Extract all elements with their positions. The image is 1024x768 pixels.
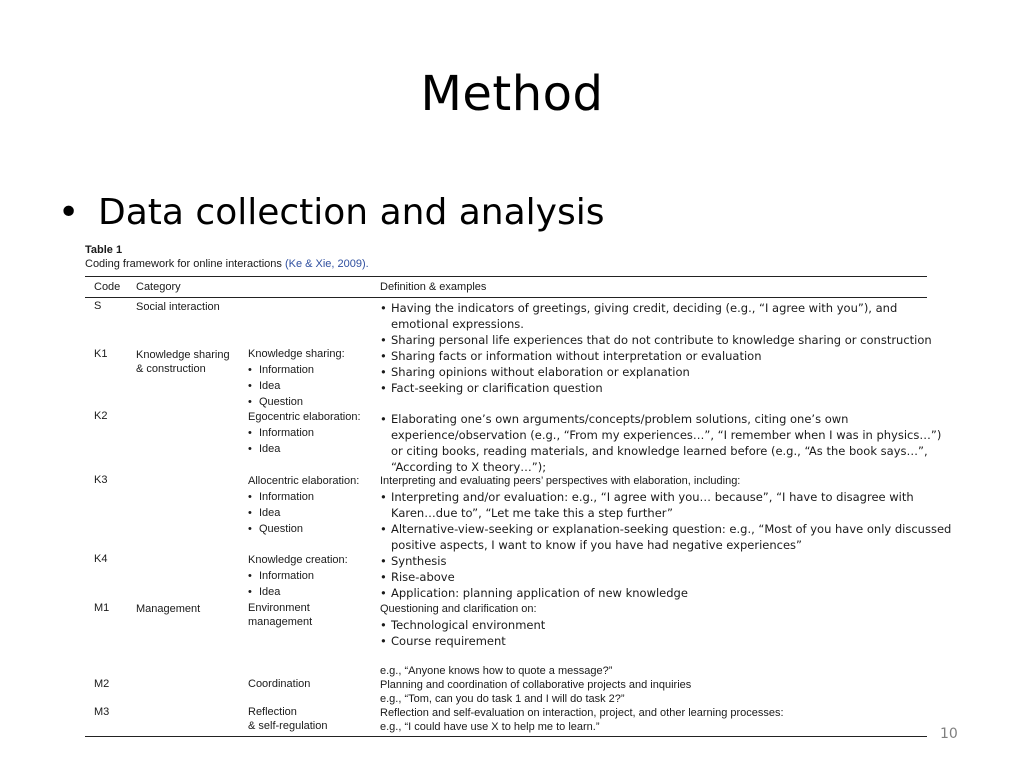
row-defs-m1: • Technological environment • Course requirement [380,618,546,648]
row-defs-s [380,300,932,348]
row-sub-m2: Coordination [248,678,311,690]
row-code-k3: K3 [94,474,108,486]
row-example-m2: e.g., “Tom, can you do task 1 and I will do task 2?” [380,693,625,705]
bullet-item [58,192,605,233]
def-line: • Having the indicators of greetings, giving credit, deciding (e.g., “I agree with you”), and [380,301,898,315]
row-defs-k4: • Synthesis • Rise-above • Application: planning application of new knowledge [380,554,688,600]
row-category-k1: Knowledge sharing & construction [136,349,230,375]
slide-title: Method [420,66,604,122]
row-code-k2: K2 [94,410,108,422]
row-code-m2: M2 [94,678,110,690]
row-code-s: S [94,300,102,312]
row-code-m3: M3 [94,706,110,718]
caption-text: Coding framework for online interactions [85,258,285,270]
row-sub-m1: Environment management [248,602,313,628]
row-defs-k2: • Elaborating one’s own arguments/concepts/problem solutions, citing one’s own experience/observation (e.g., “From my experiences…”, “I remember when I was in physics…”) or citing books, reading materials, and knowledge learned before (e.g., “As the book says…”, “According to X theory…”); [380,412,942,474]
bullet-text: Data collection and analysis [98,192,605,233]
header-code: Code [94,281,121,293]
table-rule-bottom [85,736,927,737]
row-example-m3: e.g., “I could have use X to help me to learn.” [380,721,600,733]
row-code-k4: K4 [94,553,108,565]
row-example-m1: e.g., “Anyone knows how to quote a message?” [380,665,613,677]
bullet-dot: • [58,192,80,233]
row-def-m3: Reflection and self-evaluation on interaction, project, and other learning processes: [380,707,784,719]
header-definition: Definition & examples [380,281,487,293]
row-intro-m1: Questioning and clarification on: [380,603,537,615]
row-sub-k3: Allocentric elaboration: • Information • Idea • Question [248,475,360,535]
row-category-s: Social interaction [136,301,220,313]
table-rule-top [85,276,927,277]
row-code-k1: K1 [94,348,108,360]
row-def-m2: Planning and coordination of collaborative projects and inquiries [380,679,692,691]
row-sub-m3: Reflection & self-regulation [248,706,328,732]
def-line: • Sharing personal life experiences that do not contribute to knowledge sharing or construction [380,333,932,347]
def-line: emotional expressions. [391,317,524,331]
coding-framework-table [85,243,952,733]
page-number: 10 [940,726,958,742]
caption-citation-link[interactable]: (Ke & Xie, 2009). [284,258,369,270]
row-intro-k3: Interpreting and evaluating peers’ perspectives with elaboration, including: [380,475,741,487]
row-sub-k2: Egocentric elaboration: • Information • Idea [248,411,361,455]
row-defs-k3: • Interpreting and/or evaluation: e.g., “I agree with you… because”, “I have to disagree with Karen…due to”, “Let me take this a step further” • Alternative-view-seeking or explanation-seeking question: e.g., “Most of you have only discussed positive aspects, I want to know if you have had negative experiences” [380,490,952,552]
table-rule-header [85,297,927,298]
row-code-m1: M1 [94,602,110,614]
table-caption [85,257,927,271]
header-category: Category [136,281,181,293]
table-label: Table 1 [85,244,123,256]
row-sub-k4: Knowledge creation: • Information • Idea [248,554,348,598]
row-sub-k1: Knowledge sharing: • Information • Idea • Question [248,348,345,408]
row-category-m1: Management [136,603,201,615]
row-defs-k1: • Sharing facts or information without interpretation or evaluation • Sharing opinions without elaboration or explanation • Fact-seeking or clarification question [380,349,762,395]
